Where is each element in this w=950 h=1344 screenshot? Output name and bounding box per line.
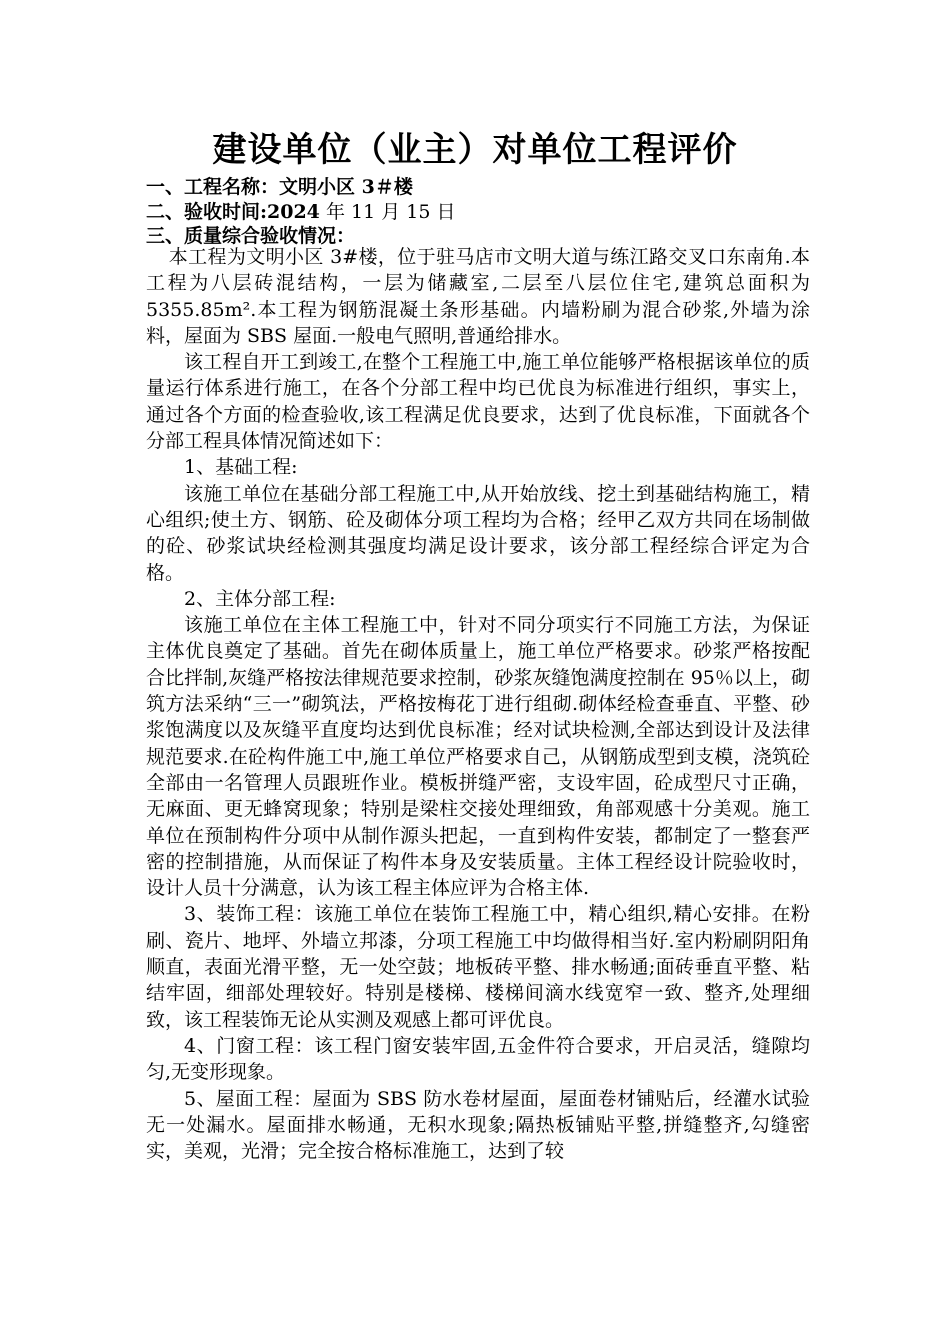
paragraph-overview: 本工程为文明小区 3#楼，位于驻马店市文明大道与练江路交叉口东南角.本工程为八层砖混结构，一层为储藏室,二层至八层位住宅,建筑总面积为 5355.85m².本工程为钢筋混凝土条形基础。内墙粉刷为混合砂浆,外墙为涂料，屋面为 SBS 屋面.一般电气照明,普通给排水。 [146, 246, 810, 347]
project-name-value: 文明小区 3＃楼 [279, 176, 413, 198]
project-name-label: 一、工程名称： [146, 176, 280, 198]
acceptance-time-label: 二、验收时间: [146, 201, 268, 223]
paragraph-decoration: 3、装饰工程：该施工单位在装饰工程施工中，精心组织,精心安排。在粉刷、瓷片、地坪、外墙立邦漆，分项工程施工中均做得相当好.室内粉刷阴阳角顺直，表面光滑平整，无一处空鼓；地板砖平整、排水畅通;面砖垂直平整、粘结牢固，细部处理较好。特别是楼梯、楼梯间滴水线宽窄一致、整齐,处理细致，该工程装饰无论从实测及观感上都可评优良。 [146, 903, 810, 1031]
project-name-line [146, 174, 846, 200]
acceptance-time-date: 年 11 月 15 日 [319, 201, 456, 223]
section-heading-main-structure: 2、主体分部工程: [184, 587, 336, 610]
paragraph-doors-windows: 4、门窗工程：该工程门窗安装牢固,五金件符合要求，开启灵活，缝隙均匀,无变形现象。 [146, 1034, 810, 1084]
document-body [146, 244, 810, 1164]
acceptance-time-line [146, 199, 846, 225]
paragraph-summary: 该工程自开工到竣工,在整个工程施工中,施工单位能够严格根据该单位的质量运行体系进行施工，在各个分部工程中均已优良为标准进行组织，事实上，通过各个方面的检查验收,该工程满足优良要求，达到了优良标准，下面就各个分部工程具体情况简述如下： [146, 351, 810, 453]
acceptance-time-year: 2024 [267, 201, 320, 223]
paragraph-roof: 5、屋面工程：屋面为 SBS 防水卷材屋面，屋面卷材铺贴后，经灌水试验无一处漏水。屋面排水畅通，无积水现象;隔热板铺贴平整,拼缝整齐,勾缝密实，美观，光滑；完全按合格标准施工，达到了较 [146, 1087, 810, 1163]
quality-label: 三、质量综合验收情况： [146, 225, 356, 247]
document-title: 建设单位（业主）对单位工程评价 [212, 130, 738, 170]
paragraph-foundation: 该施工单位在基础分部工程施工中,从开始放线、挖土到基础结构施工，精心组织;使土方、钢筋、砼及砌体分项工程均为合格；经甲乙双方共同在场制做的砼、砂浆试块经检测其强度均满足设计要求，该分部工程经综合评定为合格。 [146, 482, 810, 584]
section-heading-foundation: 1、基础工程: [184, 456, 298, 479]
paragraph-main-structure: 该施工单位在主体工程施工中，针对不同分项实行不同施工方法，为保证主体优良奠定了基础。首先在砌体质量上，施工单位严格要求。砂浆严格按配合比拌制,灰缝严格按法律规范要求控制，砂浆灰缝饱满度控制在 95％以上，砌筑方法采纳“三一”砌筑法，严格按梅花丁进行组砌.砌体经检查垂直、平整、砂浆饱满度以及灰缝平直度均达到优良标准；经对试块检测,全部达到设计及法律规范要求.在砼构件施工中,施工单位严格要求自己，从钢筋成型到支模，浇筑砼全部由一名管理人员跟班作业。模板拼缝严密，支设牢固，砼成型尺寸正确，无麻面、更无蜂窝现象；特别是梁柱交接处理细致，角部观感十分美观。施工单位在预制构件分项中从制作源头把起，一直到构件安装，都制定了一整套严密的控制措施，从而保证了构件本身及安装质量。主体工程经设计院验收时，设计人员十分满意，认为该工程主体应评为合格主体. [146, 614, 810, 900]
